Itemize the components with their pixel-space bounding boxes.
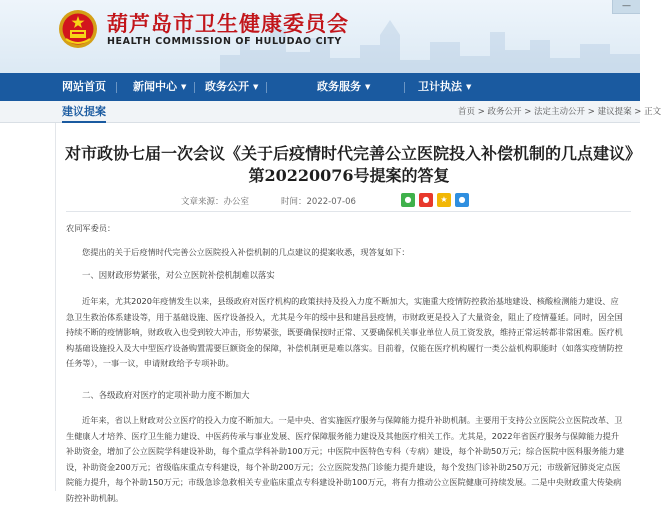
article-meta [56,193,641,213]
section-heading: 一、因财政形势紧张，对公立医院补偿机制难以落实 [82,270,275,280]
nav-divider [194,82,195,93]
nav-item-gov-affairs[interactable] [205,73,258,101]
nav-item-label: 政务服务 [317,80,361,93]
chevron-down-icon: ▼ [466,83,472,91]
nav-item-label: 政务公开 [205,80,249,93]
site-title: 葫芦岛市卫生健康委员会 [107,11,349,36]
section-title: 建议提案 [62,101,106,123]
nav-item-label: 新闻中心 [133,80,177,93]
chevron-down-icon: ▼ [253,83,259,91]
weibo-icon[interactable]: ● [419,193,433,207]
wechat-icon[interactable]: ● [401,193,415,207]
breadcrumb[interactable]: 首页 > 政务公开 > 法定主动公开 > 建议提案 > 正文 [458,107,661,117]
article-title: 对市政协七届一次会议《关于后疫情时代完善公立医院投入补偿机制的几点建议》第20220076号提案的答复 [64,144,633,185]
main-nav [0,73,640,101]
national-emblem-icon [58,9,98,49]
nav-item-label: 网站首页 [62,80,106,93]
body-paragraph: 近年来，省以上财政对公立医疗的投入力度不断加大。一是中央、省实施医疗服务与保障能力提升补助机制。主要用于支持公立医院公立医院改革、卫生健康人才培养、医疗卫生能力建设、中医药传承与事业发展、医疗保障服务能力建设及其他医疗相关工作。尤其是，2022年省医疗服务与保障能力提升补助资金，增加了公立医院学科建设补助，每个重点学科补助100万元；中医院中医特色专科（专病）建设，每个补助50万元；综合医院中医科服务能力建设，补助资金200万元；省级临床重点专科建设，每个补助200万元；公立医院发热门诊能力提升建设，每个发热门诊补助250万元；市级新冠肺炎定点医院能力提升，每个补助150万元；市级急诊急救相关专业临床重点专科建设补助100万元，将有力推动公立医院健康可持续发展。二是中央财政重大传染病防控补助机制。 [66,415,625,503]
article-date [281,195,356,207]
nav-item-home[interactable] [62,73,106,101]
top-corner-tab[interactable]: — [612,0,640,14]
date-label: 时间： [281,197,307,207]
nav-item-label: 卫计执法 [418,80,462,93]
chevron-down-icon: ▼ [365,83,371,91]
intro-paragraph: 您提出的关于后疫情时代完善公立医院投入补偿机制的几点建议的提案收悉，现答复如下： [82,247,410,257]
source-value: 办公室 [223,197,250,207]
body-paragraph: 近年来，尤其2020年疫情发生以来，县级政府对医疗机构的政策扶持及投入力度不断加大，实施重大疫情防控救治基地建设、核酸检测能力建设、应急卫生救治体系建设等，用于基础设施、医疗设备投入，尤其是今年的绥中县和建昌县疫情，市财政更是投入了大量资金，阻止了疫情蔓延。同时，因全国持续不断的疫情影响，财政收入也受到较大冲击，形势紧张，既要确保按时正常、又要确保机关事业单位人员工资发放，维持正常运转都非常困难。医疗机构基础设施投入及大中型医疗设备购置需要巨额资金的保障，补偿机制更是难以落实。目前着，仅能在医疗机构履行一类公益机构职能时（如落实疫情防控任务等），一事一议，申请财政给予专项补助。 [66,296,623,368]
nav-divider [116,82,117,93]
nav-divider [404,82,405,93]
source-label: 文章来源： [181,197,224,207]
greeting: 农同军委员： [66,223,116,233]
article-source [181,195,249,207]
qq-icon[interactable]: ● [455,193,469,207]
nav-item-news[interactable] [133,73,186,101]
section-heading: 二、各级政府对医疗的定项补助力度不断加大 [82,390,250,400]
divider [66,211,631,212]
nav-divider [266,82,267,93]
date-value: 2022-07-06 [306,197,356,207]
nav-item-gov-services[interactable] [317,73,370,101]
nav-item-law-enforcement[interactable] [418,73,471,101]
chevron-down-icon: ▼ [181,83,187,91]
breadcrumb-bar [0,101,661,123]
article-content [55,123,640,503]
site-header [0,0,640,73]
qzone-icon[interactable]: ★ [437,193,451,207]
site-subtitle: HEALTH COMMISSION OF HULUDAO CITY [107,36,342,47]
